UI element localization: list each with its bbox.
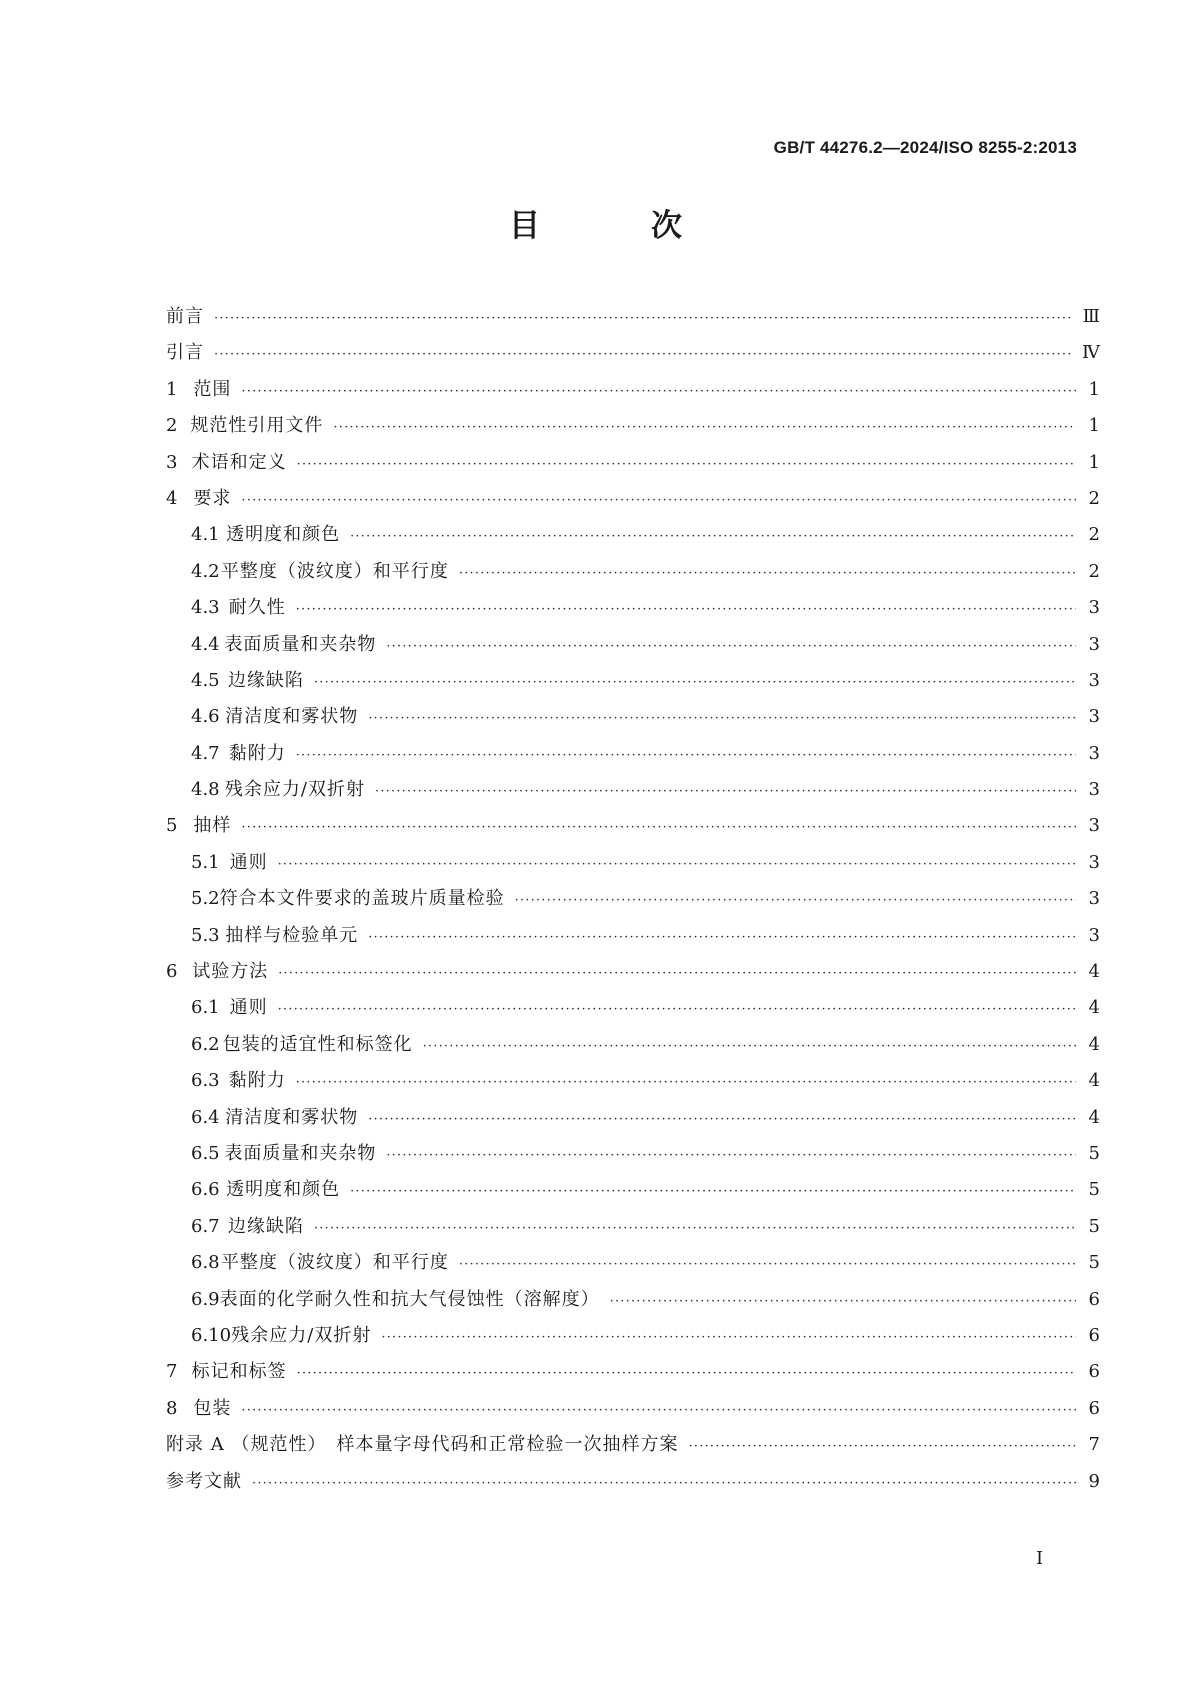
dot-leader [386,640,1076,653]
toc-entry[interactable] [166,993,1100,1029]
toc-entry-number: 6.9 [191,1288,220,1310]
toc-entry-page: 1 [1088,451,1100,473]
dot-leader [252,1477,1076,1490]
toc-entry-number: 6.10 [191,1324,232,1346]
dot-leader [296,1076,1076,1089]
dot-leader [688,1440,1076,1453]
toc-entry-label: 边缘缺陷 [227,1215,304,1237]
dot-leader [278,1003,1076,1016]
toc-entry-label: 附录 A （规范性） 样本量字母代码和正常检验一次抽样方案 [166,1434,679,1456]
toc-entry-label: 边缘缺陷 [227,669,304,691]
toc-entry-label: 耐久性 [228,597,286,619]
toc-entry-number: 4.5 [191,669,220,691]
dot-leader [368,712,1076,725]
toc-entry[interactable] [166,411,1100,447]
toc-entry-label: 前言 [166,306,204,327]
toc-entry-page: 3 [1088,669,1100,691]
toc-entry-label: 表面的化学耐久性和抗大气侵蚀性（溶解度） [219,1288,600,1310]
toc-entry-page: 5 [1088,1142,1100,1164]
toc-entry-number: 8 [166,1397,178,1419]
toc-entry-number: 4.6 [191,706,220,728]
toc-entry-number: 6.7 [191,1215,220,1237]
toc-entry[interactable] [166,884,1100,920]
toc-entry-label: 试验方法 [192,961,269,983]
toc-entry-page: 4 [1088,961,1100,983]
toc-entry-label: 包装的适宜性和标签化 [222,1033,413,1055]
toc-entry[interactable] [166,1357,1100,1393]
toc-entry[interactable] [166,1175,1100,1211]
toc-entry-number: 6.8 [191,1252,220,1274]
toc-entry-label: 范围 [193,378,232,400]
toc-entry-number: 4.4 [191,633,220,655]
toc-entry-number: 4 [166,487,178,509]
toc-entry-page: 5 [1088,1179,1100,1201]
page-number: Ⅰ [1036,1548,1044,1569]
toc-title: 目 次 [509,208,722,244]
toc-entry-page: 3 [1088,888,1100,910]
toc-entry-number: 5.1 [191,851,220,873]
dot-leader [459,567,1076,580]
toc-entry[interactable] [166,1321,1100,1357]
toc-entry[interactable] [166,375,1100,411]
toc-entry-number: 6.5 [191,1142,220,1164]
toc-entry-page: Ⅲ [1082,306,1100,327]
toc-entry-number: 4.2 [191,560,220,582]
toc-entry-number: 3 [166,451,178,473]
dot-leader [296,749,1076,762]
toc-entry-number: 4.7 [191,742,220,764]
toc-entry[interactable] [166,557,1100,593]
dot-leader [386,1149,1076,1162]
toc-entry[interactable] [166,1248,1100,1284]
dot-leader [515,894,1076,907]
dot-leader [368,931,1076,944]
dot-leader [297,1367,1076,1380]
toc-entry-label: 包装 [193,1397,232,1419]
toc-entry-label: 黏附力 [228,742,286,764]
toc-entry-label: 标记和标签 [191,1361,287,1383]
toc-entry-label: 清洁度和雾状物 [225,1106,359,1128]
toc-entry[interactable] [166,1285,1100,1321]
toc-entry-number: 2 [166,415,178,437]
toc-entry-number: 5 [166,815,178,837]
toc-entry-number: 6.3 [191,1070,220,1092]
dot-leader [214,348,1072,361]
toc-entry-page: 4 [1088,997,1100,1019]
toc-entry-label: 通则 [229,997,268,1019]
toc-entry-page: 2 [1088,487,1100,509]
toc-entry-label: 符合本文件要求的盖玻片质量检验 [219,888,505,910]
toc-entry-page: 3 [1088,597,1100,619]
toc-entry-number: 1 [166,378,178,400]
toc-entry[interactable] [166,484,1100,520]
toc-entry[interactable] [166,775,1100,811]
toc-entry-page: 6 [1088,1397,1100,1419]
dot-leader [241,821,1076,834]
toc-entry-page: 7 [1088,1434,1100,1456]
toc-entry[interactable] [166,302,1100,338]
toc-entry-label: 残余应力/双折射 [231,1324,372,1346]
dot-leader [241,1404,1076,1417]
toc-entry-number: 6.4 [191,1106,220,1128]
toc-entry-page: 3 [1088,742,1100,764]
toc-entry-page: 9 [1088,1470,1100,1492]
toc-entry[interactable] [166,666,1100,702]
dot-leader [241,385,1076,398]
toc-entry-label: 要求 [193,487,232,509]
toc-entry-label: 平整度（波纹度）和平行度 [220,560,449,582]
toc-entry-page: 3 [1088,633,1100,655]
toc-entry-page: 4 [1088,1106,1100,1128]
toc-entry-page: 6 [1088,1324,1100,1346]
toc-entry[interactable] [166,739,1100,775]
toc-entry-page: 5 [1088,1252,1100,1274]
standard-number: GB/T 44276.2—2024/ISO 8255-2:2013 [773,138,1077,157]
toc-entry[interactable] [166,448,1100,484]
dot-leader [381,1331,1076,1344]
dot-leader [314,1222,1076,1235]
toc-entry[interactable] [166,1394,1100,1430]
toc-entry-page: 2 [1088,524,1100,546]
toc-entry[interactable] [166,1212,1100,1248]
toc-entry-number: 6.1 [191,997,220,1019]
toc-entry-page: 3 [1088,779,1100,801]
toc-entry[interactable] [166,921,1100,957]
toc-entry-label: 参考文献 [166,1470,242,1492]
toc-entry-page: 4 [1088,1070,1100,1092]
dot-leader [278,858,1076,871]
toc-entry[interactable] [166,520,1100,556]
toc-entry-page: 1 [1088,415,1100,437]
toc-entry-number: 4.1 [191,524,220,546]
toc-entry[interactable] [166,1066,1100,1102]
toc-entry-number: 7 [166,1361,178,1383]
toc-entry-page: 6 [1088,1361,1100,1383]
dot-leader [314,676,1076,689]
dot-leader [214,312,1073,325]
dot-leader [241,494,1076,507]
dot-leader [350,1185,1076,1198]
toc-entry[interactable] [166,630,1100,666]
toc-entry-page: 1 [1088,378,1100,400]
toc-entry-label: 平整度（波纹度）和平行度 [220,1252,449,1274]
toc-entry-number: 5.2 [191,888,220,910]
toc-entry-label: 透明度和颜色 [226,524,341,546]
toc-entry[interactable] [166,1467,1100,1503]
toc-entry-page: 3 [1088,924,1100,946]
toc-entry-label: 清洁度和雾状物 [225,706,359,728]
toc-entry-label: 表面质量和夹杂物 [224,1142,377,1164]
dot-leader [296,603,1076,616]
toc-entry-page: 3 [1088,815,1100,837]
toc-entry-label: 黏附力 [228,1070,286,1092]
toc-entry-label: 通则 [229,851,268,873]
toc-entry[interactable] [166,848,1100,884]
dot-leader [368,1113,1076,1126]
dot-leader [610,1295,1076,1308]
toc-entry-label: 表面质量和夹杂物 [224,633,377,655]
toc-entry-page: Ⅳ [1082,342,1100,364]
toc-entry[interactable] [166,1139,1100,1175]
toc-entry-label: 术语和定义 [191,451,287,473]
dot-leader [333,421,1076,434]
toc-entry-label: 引言 [166,342,204,364]
toc-entry[interactable] [166,1430,1100,1466]
toc-entry-label: 残余应力/双折射 [224,779,365,801]
table-of-contents [166,302,1100,1503]
toc-entry-number: 4.8 [191,779,220,801]
toc-entry[interactable] [166,1103,1100,1139]
toc-entry[interactable] [166,957,1100,993]
toc-entry-page: 3 [1088,851,1100,873]
toc-entry-label: 抽样 [193,815,232,837]
toc-entry-label: 透明度和颜色 [226,1179,341,1201]
toc-entry-number: 6.6 [191,1179,220,1201]
toc-entry[interactable] [166,338,1100,374]
toc-entry[interactable] [166,702,1100,738]
toc-entry-number: 5.3 [191,924,220,946]
dot-leader [350,530,1076,543]
toc-entry-label: 规范性引用文件 [190,415,324,437]
toc-entry-page: 5 [1088,1215,1100,1237]
toc-entry[interactable] [166,593,1100,629]
toc-entry-number: 6.2 [191,1033,220,1055]
toc-entry-label: 抽样与检验单元 [225,924,359,946]
dot-leader [375,785,1076,798]
toc-entry-page: 6 [1088,1288,1100,1310]
toc-entry-page: 2 [1088,560,1100,582]
toc-entry-page: 4 [1088,1033,1100,1055]
toc-entry-number: 6 [166,961,178,983]
toc-entry[interactable] [166,811,1100,847]
dot-leader [297,458,1076,471]
dot-leader [459,1258,1076,1271]
dot-leader [423,1040,1076,1053]
dot-leader [278,967,1076,980]
toc-entry-page: 3 [1088,706,1100,728]
toc-entry[interactable] [166,1030,1100,1066]
toc-entry-number: 4.3 [191,597,220,619]
